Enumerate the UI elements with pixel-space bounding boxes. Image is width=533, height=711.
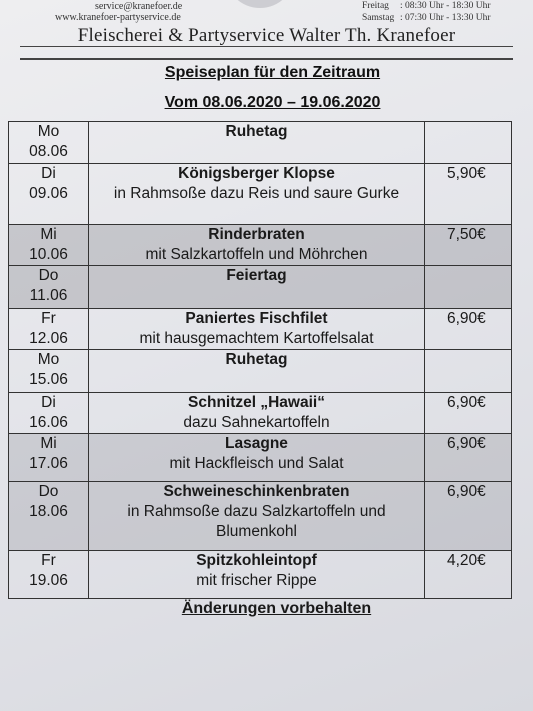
- dish-cell: [89, 225, 425, 266]
- price-text: 6,90€: [447, 394, 486, 411]
- menu-body: [9, 122, 512, 599]
- day-cell: [9, 350, 89, 393]
- date-text: 12.06: [29, 330, 68, 347]
- day-cell: [9, 164, 89, 225]
- dish-cell: [89, 309, 425, 350]
- weekday-text: Do: [38, 267, 59, 284]
- date-text: 11.06: [29, 287, 68, 304]
- dish-description: mit Salzkartoffeln und Möhrchen: [145, 246, 368, 263]
- weekday-text: Mo: [37, 351, 60, 368]
- menu-row: [9, 122, 512, 164]
- dish-name: Schweineschinkenbraten: [163, 483, 350, 500]
- weekday-text: Fr: [41, 552, 56, 569]
- dish-cell: [89, 350, 425, 393]
- day-cell: [9, 225, 89, 266]
- dish-name: Königsberger Klopse: [178, 165, 335, 182]
- dish-name: Ruhetag: [225, 351, 288, 368]
- day-cell: [9, 309, 89, 350]
- price-text: 7,50€: [447, 226, 486, 243]
- menu-table: [8, 121, 512, 599]
- menu-row: [9, 266, 512, 309]
- date-text: 19.06: [29, 572, 68, 589]
- date-text: 15.06: [29, 371, 68, 388]
- menu-row: [9, 482, 512, 551]
- price-text: 6,90€: [447, 310, 486, 327]
- weekday-text: Mi: [40, 226, 57, 243]
- contact-block: [55, 1, 182, 23]
- weekday-text: Di: [41, 165, 56, 182]
- hours-row: [362, 0, 491, 12]
- menu-row: [9, 164, 512, 225]
- hours-day: Samstag: [362, 13, 395, 23]
- price-cell: [425, 122, 512, 164]
- page-title: Speiseplan für den Zeitraum: [164, 64, 381, 81]
- logo-partial: [225, 0, 295, 8]
- website-text: www.kranefoer-partyservice.de: [55, 12, 181, 23]
- price-cell: [425, 350, 512, 393]
- opening-hours: [362, 0, 491, 24]
- menu-row: [9, 225, 512, 266]
- email-text: service@kranefoer.de: [95, 1, 183, 12]
- date-text: 16.06: [29, 414, 68, 431]
- date-text: 10.06: [29, 246, 68, 263]
- date-text: 08.06: [29, 143, 68, 160]
- dish-cell: [89, 122, 425, 164]
- weekday-text: Do: [38, 483, 59, 500]
- dish-name: Spitzkohleintopf: [196, 552, 317, 569]
- weekday-text: Mo: [37, 123, 60, 140]
- dish-name: Rinderbraten: [208, 226, 305, 243]
- price-cell: [425, 164, 512, 225]
- dish-cell: [89, 482, 425, 551]
- price-text: 6,90€: [447, 483, 486, 500]
- price-cell: [425, 309, 512, 350]
- day-cell: [9, 434, 89, 482]
- dish-cell: [89, 164, 425, 225]
- day-cell: [9, 482, 89, 551]
- dish-description: mit hausgemachtem Kartoffelsalat: [139, 330, 374, 347]
- date-text: 18.06: [29, 503, 68, 520]
- dish-cell: [89, 434, 425, 482]
- price-text: 6,90€: [447, 435, 486, 452]
- dish-description: in Rahmsoße dazu Salzkartoffeln und Blumenkohl: [127, 503, 386, 540]
- price-cell: [425, 434, 512, 482]
- price-cell: [425, 393, 512, 434]
- price-text: 5,90€: [447, 165, 486, 182]
- menu-row: [9, 350, 512, 393]
- dish-name: Paniertes Fischfilet: [185, 310, 328, 327]
- weekday-text: Di: [41, 394, 56, 411]
- dish-description: dazu Sahnekartoffeln: [183, 414, 330, 431]
- dish-name: Ruhetag: [225, 123, 288, 140]
- price-cell: [425, 551, 512, 599]
- day-cell: [9, 266, 89, 309]
- hours-row: [362, 12, 491, 24]
- dish-description: in Rahmsoße dazu Reis und saure Gurke: [113, 185, 400, 202]
- dish-description: mit frischer Rippe: [196, 572, 317, 589]
- day-cell: [9, 122, 89, 164]
- hours-day: Freitag: [362, 1, 389, 11]
- dish-name: Feiertag: [226, 267, 287, 284]
- dish-description: mit Hackfleisch und Salat: [169, 455, 344, 472]
- weekday-text: Fr: [41, 310, 56, 327]
- hours-time: : 08:30 Uhr - 18:30 Uhr: [400, 1, 491, 11]
- price-cell: [425, 482, 512, 551]
- menu-row: [9, 393, 512, 434]
- divider-top: [20, 46, 513, 47]
- hours-time: : 07:30 Uhr - 13:30 Uhr: [400, 13, 491, 23]
- menu-row: [9, 434, 512, 482]
- divider-bottom: [20, 58, 513, 60]
- menu-row: [9, 309, 512, 350]
- dish-cell: [89, 551, 425, 599]
- date-text: 17.06: [29, 455, 68, 472]
- day-cell: [9, 393, 89, 434]
- weekday-text: Mi: [40, 435, 57, 452]
- footer-note: Änderungen vorbehalten: [181, 600, 372, 617]
- day-cell: [9, 551, 89, 599]
- price-cell: [425, 266, 512, 309]
- period-title: Vom 08.06.2020 – 19.06.2020: [164, 94, 381, 111]
- menu-row: [9, 551, 512, 599]
- dish-cell: [89, 266, 425, 309]
- dish-name: Schnitzel „Hawaii“: [188, 394, 325, 411]
- price-cell: [425, 225, 512, 266]
- business-name: Fleischerei & Partyservice Walter Th. Kranefoer: [77, 25, 456, 46]
- price-text: 4,20€: [447, 552, 486, 569]
- dish-name: Lasagne: [225, 435, 288, 452]
- date-text: 09.06: [29, 185, 68, 202]
- dish-cell: [89, 393, 425, 434]
